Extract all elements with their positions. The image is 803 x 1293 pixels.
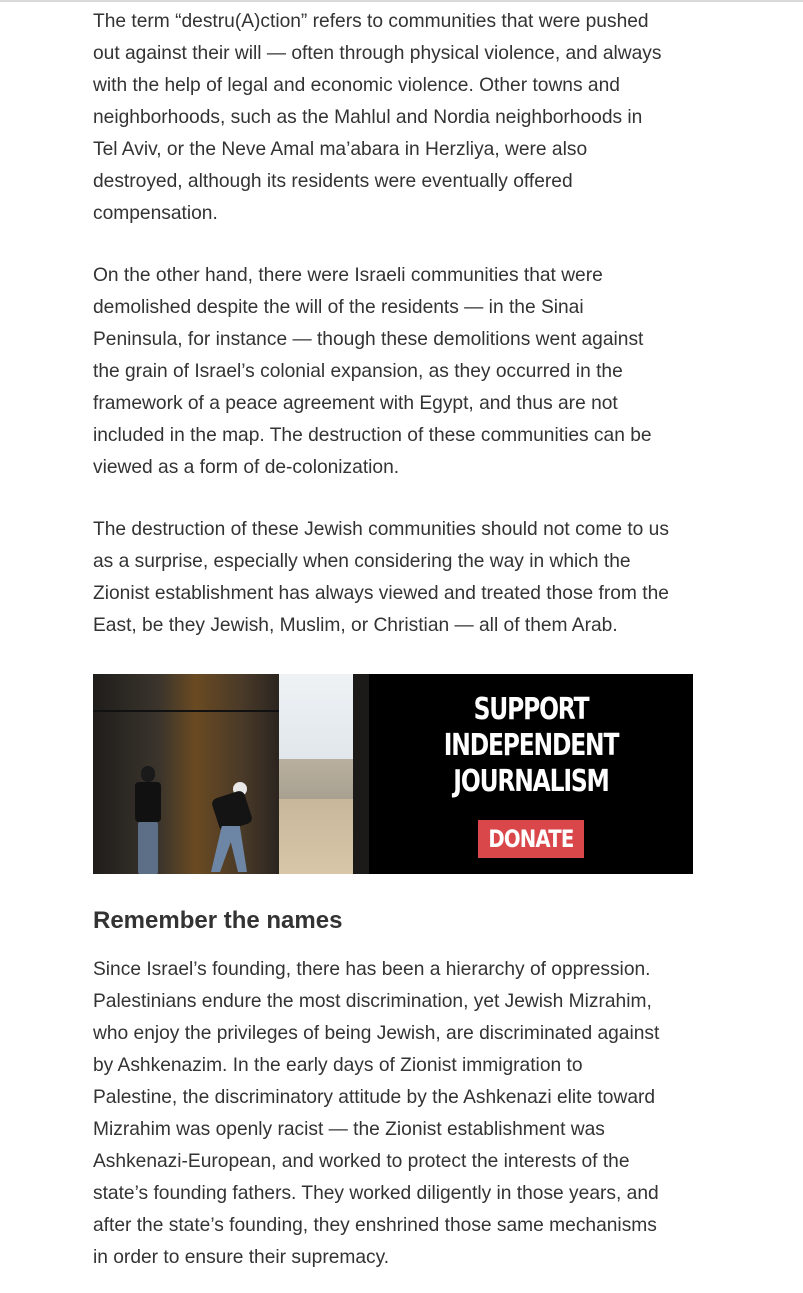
article-paragraph: On the other hand, there were Israeli communities that were demolished despite the will of the residents — in the Sinai Peninsula, for instance — though these demolitions went against the grain of Israel’s colonial expansion, as they occurred in the framework of a peace agreement with Egypt, and thus are not included in the map. The destruction of these communities can be viewed as a form of de-colonization. — [93, 265, 652, 478]
banner-line-support: SUPPORT — [473, 692, 589, 727]
article-paragraph: Since Israel’s founding, there has been a hierarchy of oppression. Palestinians endure the most discrimination, yet Jewish Mizrahim, who enjoy the privileges of being Jewish, are discriminated against by Ashkenazim. In the early days of Zionist immigration to Palestine, the discriminatory attitude by the Ashkenazi elite toward Mizrahim was openly racist — the Zionist establishment was Ashkenazi-European, and worked to protect the interests of the state’s founding fathers. They worked diligently in those years, and after the state’s founding, they enshrined those same mechanisms in order to ensure their supremacy. — [93, 959, 660, 1268]
section-heading: Remember the names — [93, 907, 343, 934]
article-paragraph: The destruction of these Jewish communities should not come to us as a surprise, especially when considering the way in which the Zionist establishment has always viewed and treated those from the East, be they Jewish, Muslim, or Christian — all of them Arab. — [93, 519, 669, 636]
person-figure — [203, 782, 263, 874]
article-body — [93, 6, 699, 1274]
banner-line-journalism: JOURNALISM — [453, 764, 609, 799]
top-divider — [0, 0, 803, 2]
donate-button-label: DONATE — [488, 825, 574, 853]
banner-line-independent: INDEPENDENT — [443, 728, 619, 763]
person-figure — [133, 766, 163, 874]
article-paragraph: The term “destru(A)ction” refers to communities that were pushed out against their will — often through physical violence, and always with the help of legal and economic violence. Other towns and neighborhoods, such as the Mahlul and Nordia neighborhoods in Tel Aviv, or the Neve Amal ma’abara in Herzliya, were also destroyed, although its residents were eventually offered compensation. — [93, 11, 662, 224]
banner-photo — [93, 674, 369, 874]
donate-button[interactable] — [478, 820, 584, 858]
banner-headline — [405, 692, 658, 800]
donate-banner[interactable] — [93, 674, 693, 874]
